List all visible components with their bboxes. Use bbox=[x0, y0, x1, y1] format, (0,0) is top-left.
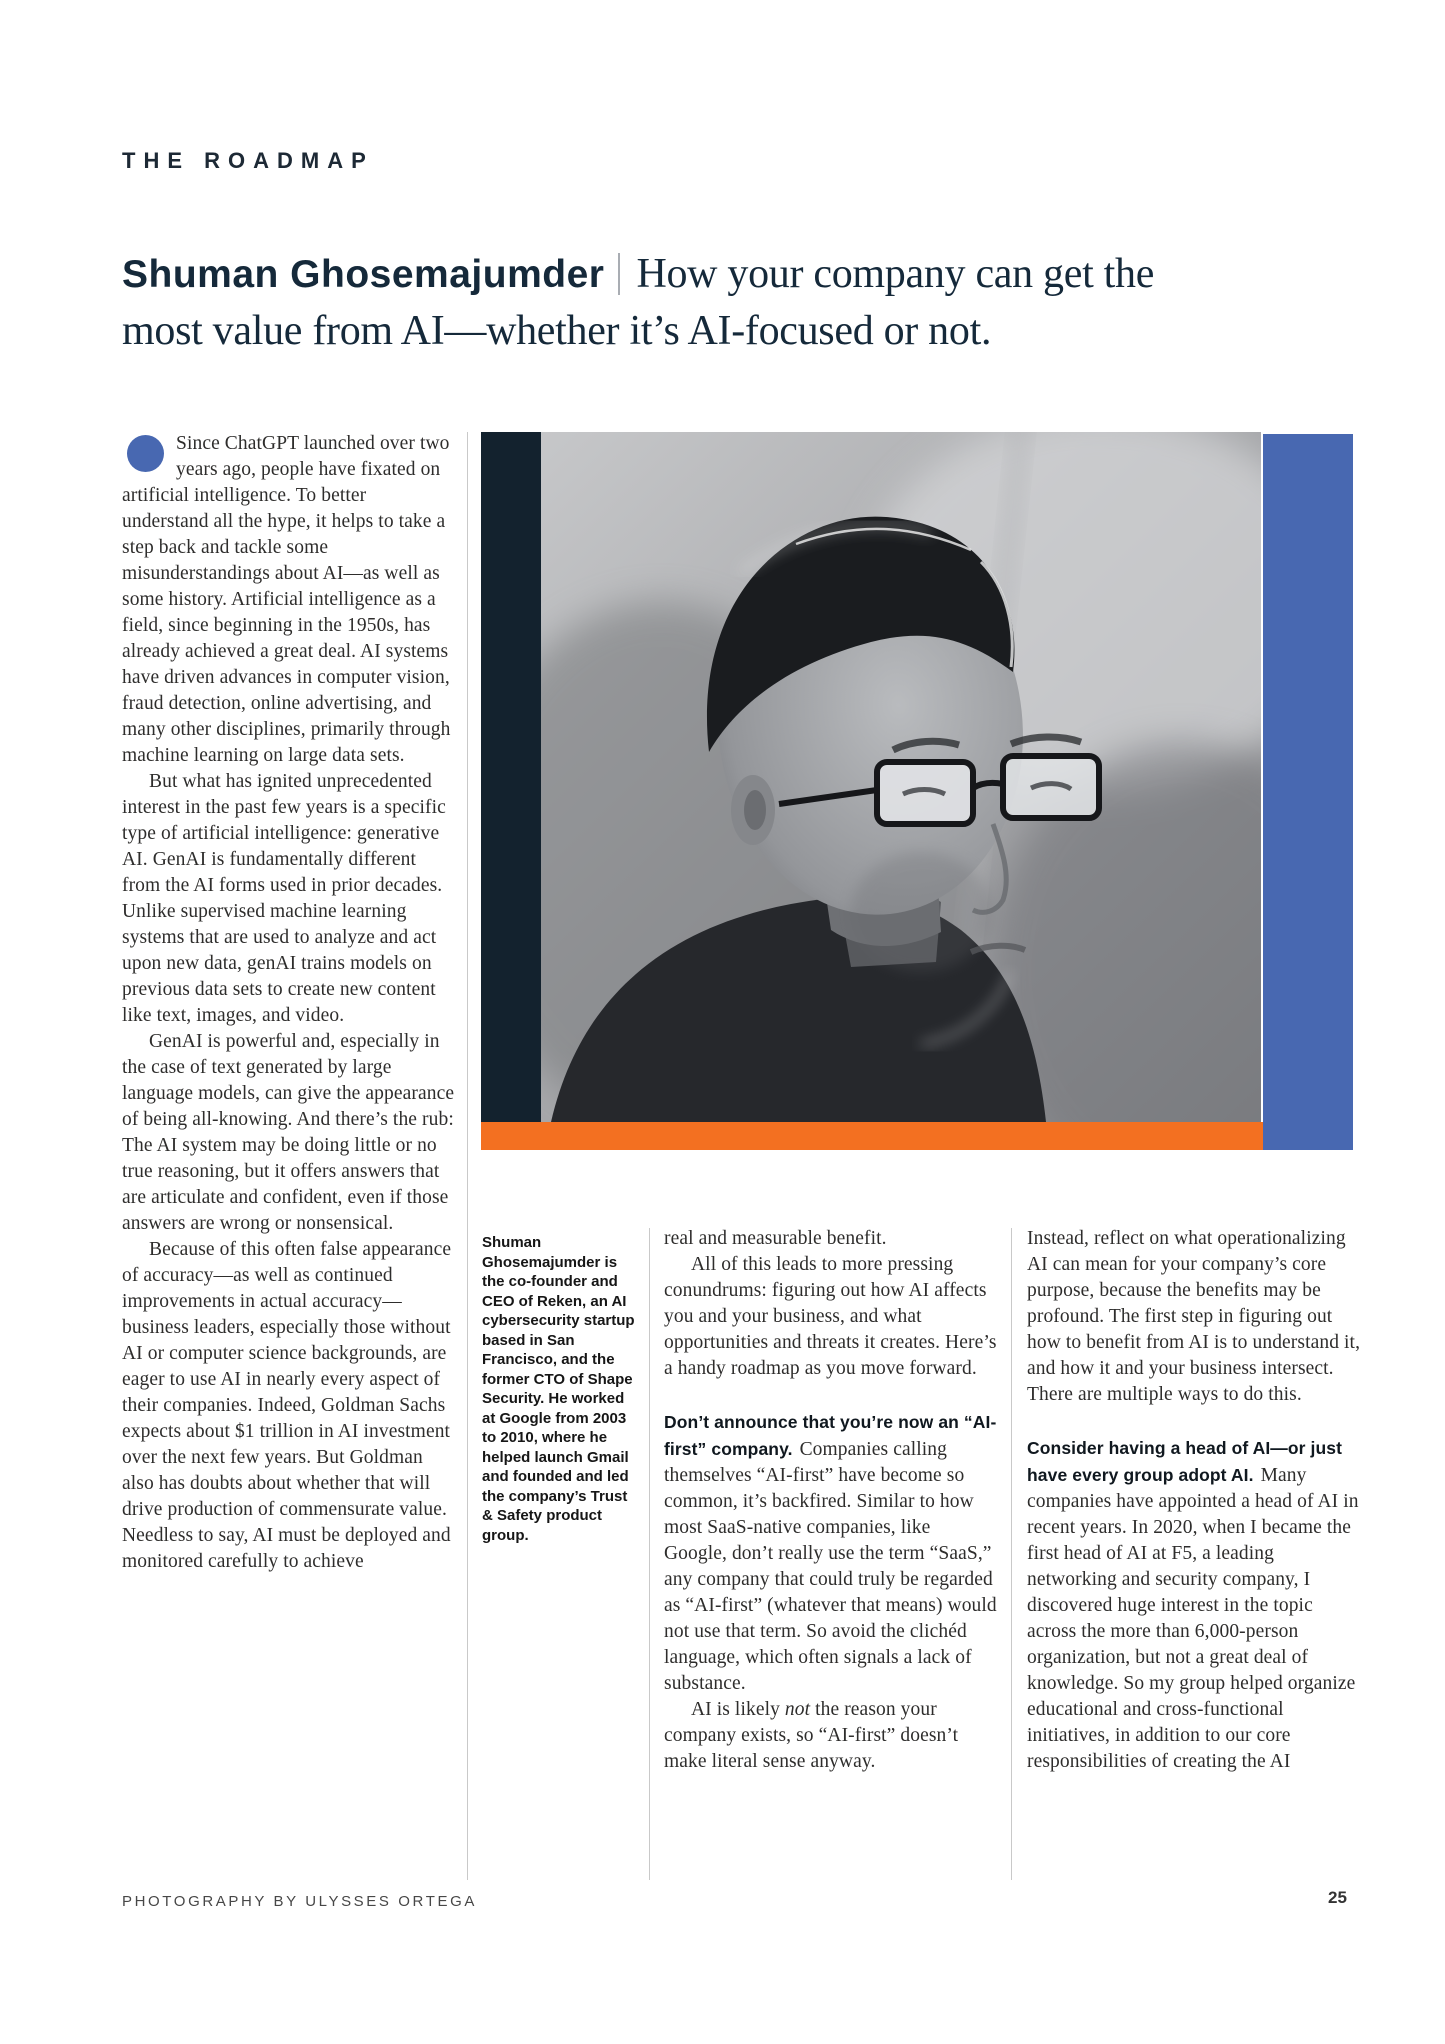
headline-divider-rule bbox=[618, 253, 620, 295]
paragraph bbox=[664, 1409, 998, 1697]
paragraph-marker-dot bbox=[127, 435, 164, 472]
paragraph-text: the reason your company exists, so “AI-first” doesn’t make literal sense anyway. bbox=[664, 1699, 959, 1772]
paragraph-text: Companies calling themselves “AI-first” have become so common, it’s backfired. Similar to how most SaaS-native companies, like Google, don’t really use the term “SaaS,” any company that could truly be regarded as “AI-first” (whatever that means) would not use that term. So avoid the clichéd language, which often signals a lack of substance. bbox=[664, 1439, 997, 1694]
paragraph: real and measurable benefit. bbox=[664, 1228, 887, 1249]
paragraph bbox=[1027, 1435, 1361, 1775]
paragraph bbox=[122, 431, 455, 769]
photography-credit: PHOTOGRAPHY BY ULYSSES ORTEGA bbox=[122, 1893, 477, 1910]
emphasized-word: not bbox=[784, 1699, 811, 1720]
section-kicker: THE ROADMAP bbox=[122, 148, 374, 173]
paragraph-text: Many companies have appointed a head of AI in recent years. In 2020, when I became the first head of AI at F5, a leading networking and security company, I discovered huge interest in the topic across the more than 6,000-person organization, but not a great deal of knowledge. So my group helped organize educational and cross-functional initiatives, in addition to our core responsibilities of creating the AI bbox=[1027, 1465, 1359, 1772]
headline-line-1: How your company can get the bbox=[636, 251, 1155, 297]
photo-blue-band bbox=[1263, 434, 1353, 1150]
paragraph: GenAI is powerful and, especially in the case of text generated by large language models, can give the appearance of being all-knowing. And there’s the rub: The AI system may be doing little or no true reasoning, but it offers answers that are articulate and confident, even if those answers are wrong or nonsensical. bbox=[122, 1031, 455, 1234]
run-in-heading: Don’t announce that you’re now an “AI-first” company. bbox=[664, 1412, 997, 1459]
body-column-middle bbox=[664, 1226, 998, 1775]
portrait-photo bbox=[541, 432, 1261, 1122]
page-number: 25 bbox=[1328, 1888, 1347, 1907]
photo-left-navy-band bbox=[481, 432, 541, 1122]
paragraph: Because of this often false appearance of accuracy—as well as continued improvements in actual accuracy—business leaders, especially those without AI or computer science backgrounds, are eager to use AI in nearly every aspect of their companies. Indeed, Goldman Sachs expects about $1 trillion in AI investment over the next few years. But Goldman also has doubts about whether that will drive production of commensurate value. Needless to say, AI must be deployed and monitored carefully to achieve bbox=[122, 1239, 452, 1572]
body-column-left bbox=[122, 431, 455, 1575]
headline-line-2: most value from AI—whether it’s AI-focused or not. bbox=[122, 308, 992, 354]
body-column-right bbox=[1027, 1226, 1361, 1775]
paragraph: But what has ignited unprecedented interest in the past few years is a specific type of artificial intelligence: generative AI. GenAI is fundamentally different from the AI forms used in prior decades. Unlike supervised machine learning systems that are used to analyze and act upon new data, genAI trains models on previous data sets to create new content like text, images, and video. bbox=[122, 771, 446, 1026]
run-in-heading: Consider having a head of AI—or just have every group adopt AI. bbox=[1027, 1438, 1343, 1485]
photo-caption: Shuman Ghosemajumder is the co-founder and CEO of Reken, an AI cybersecurity startup based in San Francisco, and the former CTO of Shape Security. He worked at Google from 2003 to 2010, where he helped launch Gmail and founded and led the company’s Trust & Safety product group. bbox=[482, 1234, 635, 1544]
paragraph-text: AI is likely bbox=[691, 1699, 785, 1720]
paragraph bbox=[664, 1697, 998, 1775]
paragraph: All of this leads to more pressing conundrums: figuring out how AI affects you and your business, and what opportunities and threats it creates. Here’s a handy roadmap as you move forward. bbox=[664, 1254, 997, 1379]
column-rule-middle-right bbox=[1011, 1228, 1012, 1880]
paragraph: Instead, reflect on what operationalizing AI can mean for your company’s core purpose, because the benefits may be profound. The first step in figuring out how to benefit from AI is to understand it, and how it and your business intersect. There are multiple ways to do this. bbox=[1027, 1228, 1361, 1405]
article-headline bbox=[122, 250, 1412, 364]
portrait-photo-art bbox=[541, 432, 1261, 1122]
paragraph-text: Since ChatGPT launched over two years ago, people have fixated on artificial intelligence. To better understand all the hype, it helps to take a step back and tackle some misunderstandings about AI—as well as some history. Artificial intelligence as a field, since beginning in the 1950s, has already achieved a great deal. AI systems have driven advances in computer vision, fraud detection, online advertising, and many other disciplines, primarily through machine learning on large data sets. bbox=[122, 433, 451, 766]
author-name: Shuman Ghosemajumder bbox=[122, 253, 605, 296]
column-rule-left bbox=[467, 432, 468, 1880]
photo-orange-strip bbox=[481, 1122, 1263, 1150]
column-rule-caption-middle bbox=[649, 1228, 650, 1880]
